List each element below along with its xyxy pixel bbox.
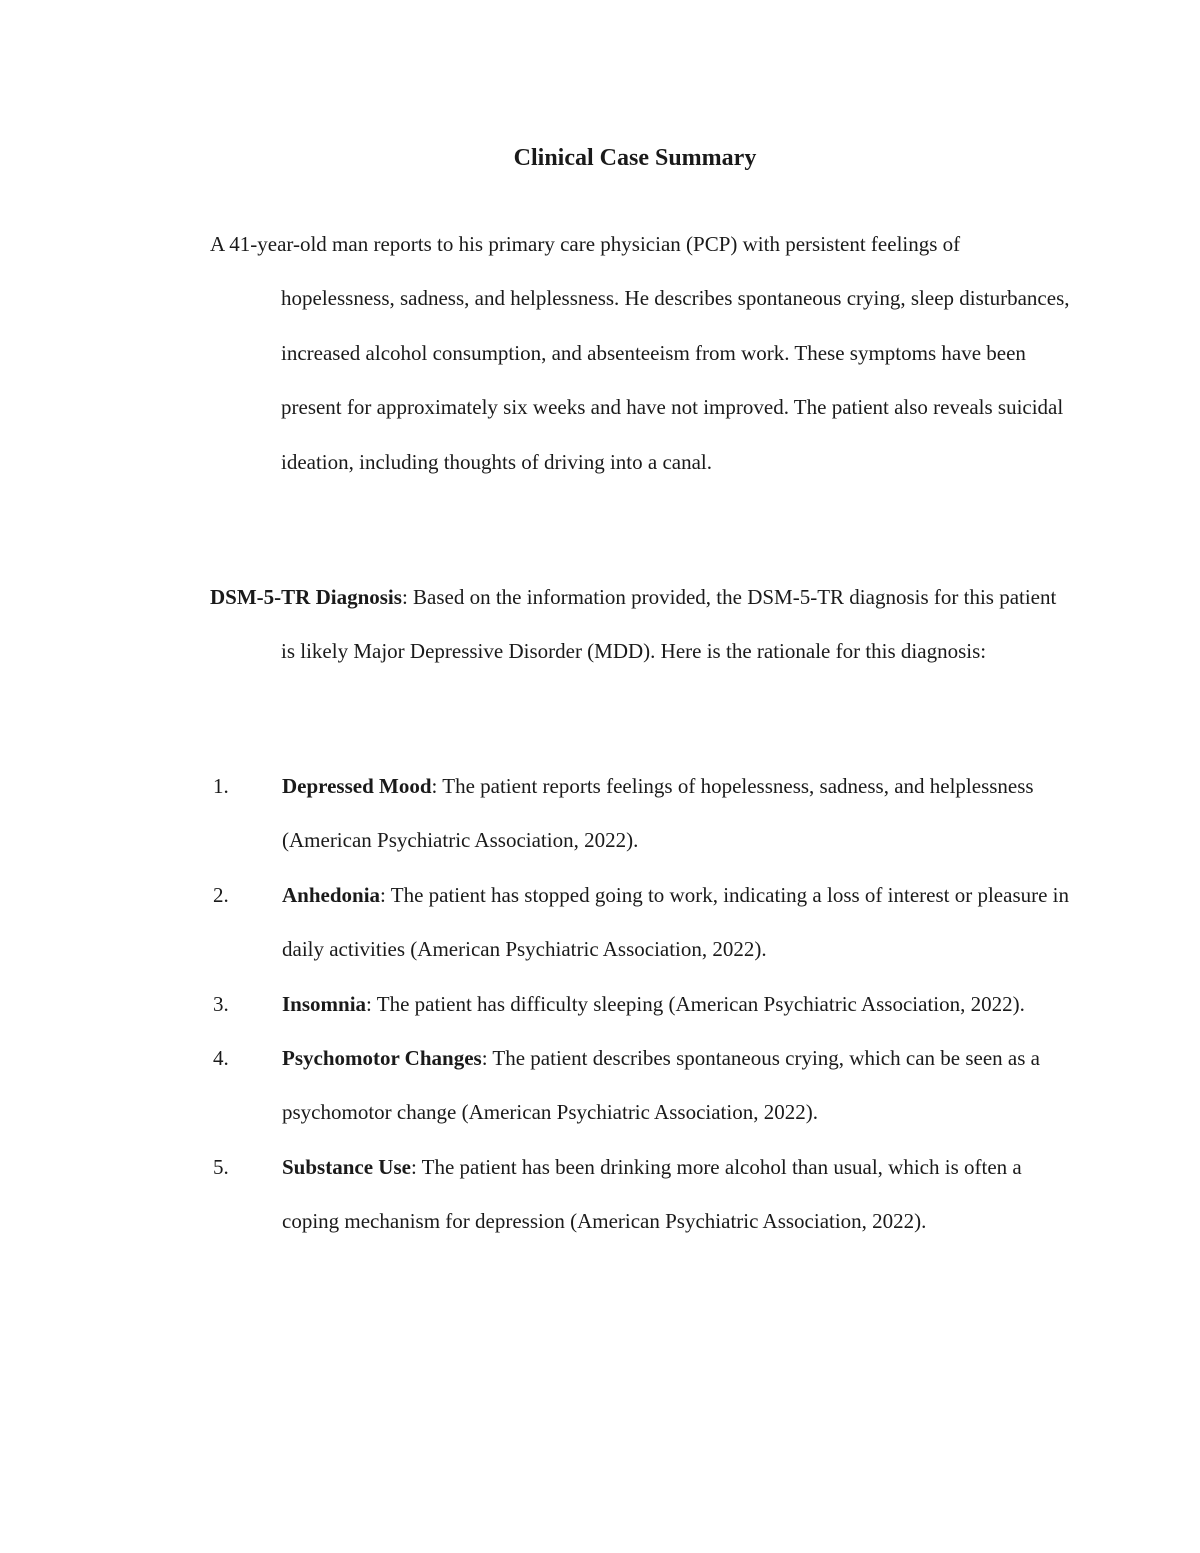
diagnosis-label: DSM-5-TR Diagnosis xyxy=(210,585,402,609)
criteria-item xyxy=(213,868,1073,977)
criteria-text: : The patient reports feelings of hopelessness, sadness, and helplessness (American Psychiatric Association, 2022). xyxy=(282,774,1034,853)
criteria-text: : The patient has stopped going to work, indicating a loss of interest or pleasure in daily activities (American Psychiatric Association, 2022). xyxy=(282,882,1070,962)
criteria-term: Psychomotor Changes xyxy=(282,1046,482,1071)
diagnosis-paragraph xyxy=(210,570,1070,679)
criteria-item xyxy=(213,759,1073,868)
criteria-number: 5. xyxy=(213,1154,229,1179)
criteria-text: : The patient has difficulty sleeping (American Psychiatric Association, 2022). xyxy=(366,991,1025,1016)
criteria-item xyxy=(213,1140,1073,1249)
criteria-number: 2. xyxy=(213,882,229,907)
criteria-text: : The patient describes spontaneous crying, which can be seen as a psychomotor change (American Psychiatric Association, 2022). xyxy=(282,1046,1040,1125)
diagnosis-text: : Based on the information provided, the DSM-5-TR diagnosis for this patient is likely Major Depressive Disorder (MDD). Here is the rationale for this diagnosis: xyxy=(281,585,1057,664)
criteria-item xyxy=(213,1031,1073,1140)
criteria-number: 1. xyxy=(213,774,229,798)
case-intro-paragraph: A 41-year-old man reports to his primary care physician (PCP) with persistent feelings of hopelessness, sadness, and helplessness. He describes spontaneous crying, sleep disturbances, increased alcohol consumption, and absenteeism from work. These symptoms have been present for approximately six weeks and have not improved. The patient also reveals suicidal ideation, including thoughts of driving into a canal. xyxy=(210,232,1070,474)
criteria-term: Depressed Mood xyxy=(282,774,432,798)
criteria-term: Anhedonia xyxy=(282,882,381,907)
criteria-number: 4. xyxy=(213,1046,229,1071)
criteria-term: Substance Use xyxy=(282,1154,411,1179)
criteria-list xyxy=(213,759,1073,1249)
criteria-item xyxy=(213,977,1073,1031)
criteria-text: : The patient has been drinking more alcohol than usual, which is often a coping mechanism for depression (American Psychiatric Association, 2022). xyxy=(282,1154,1022,1234)
criteria-term: Insomnia xyxy=(282,991,367,1016)
criteria-number: 3. xyxy=(213,991,229,1016)
document-title: Clinical Case Summary xyxy=(513,145,757,171)
